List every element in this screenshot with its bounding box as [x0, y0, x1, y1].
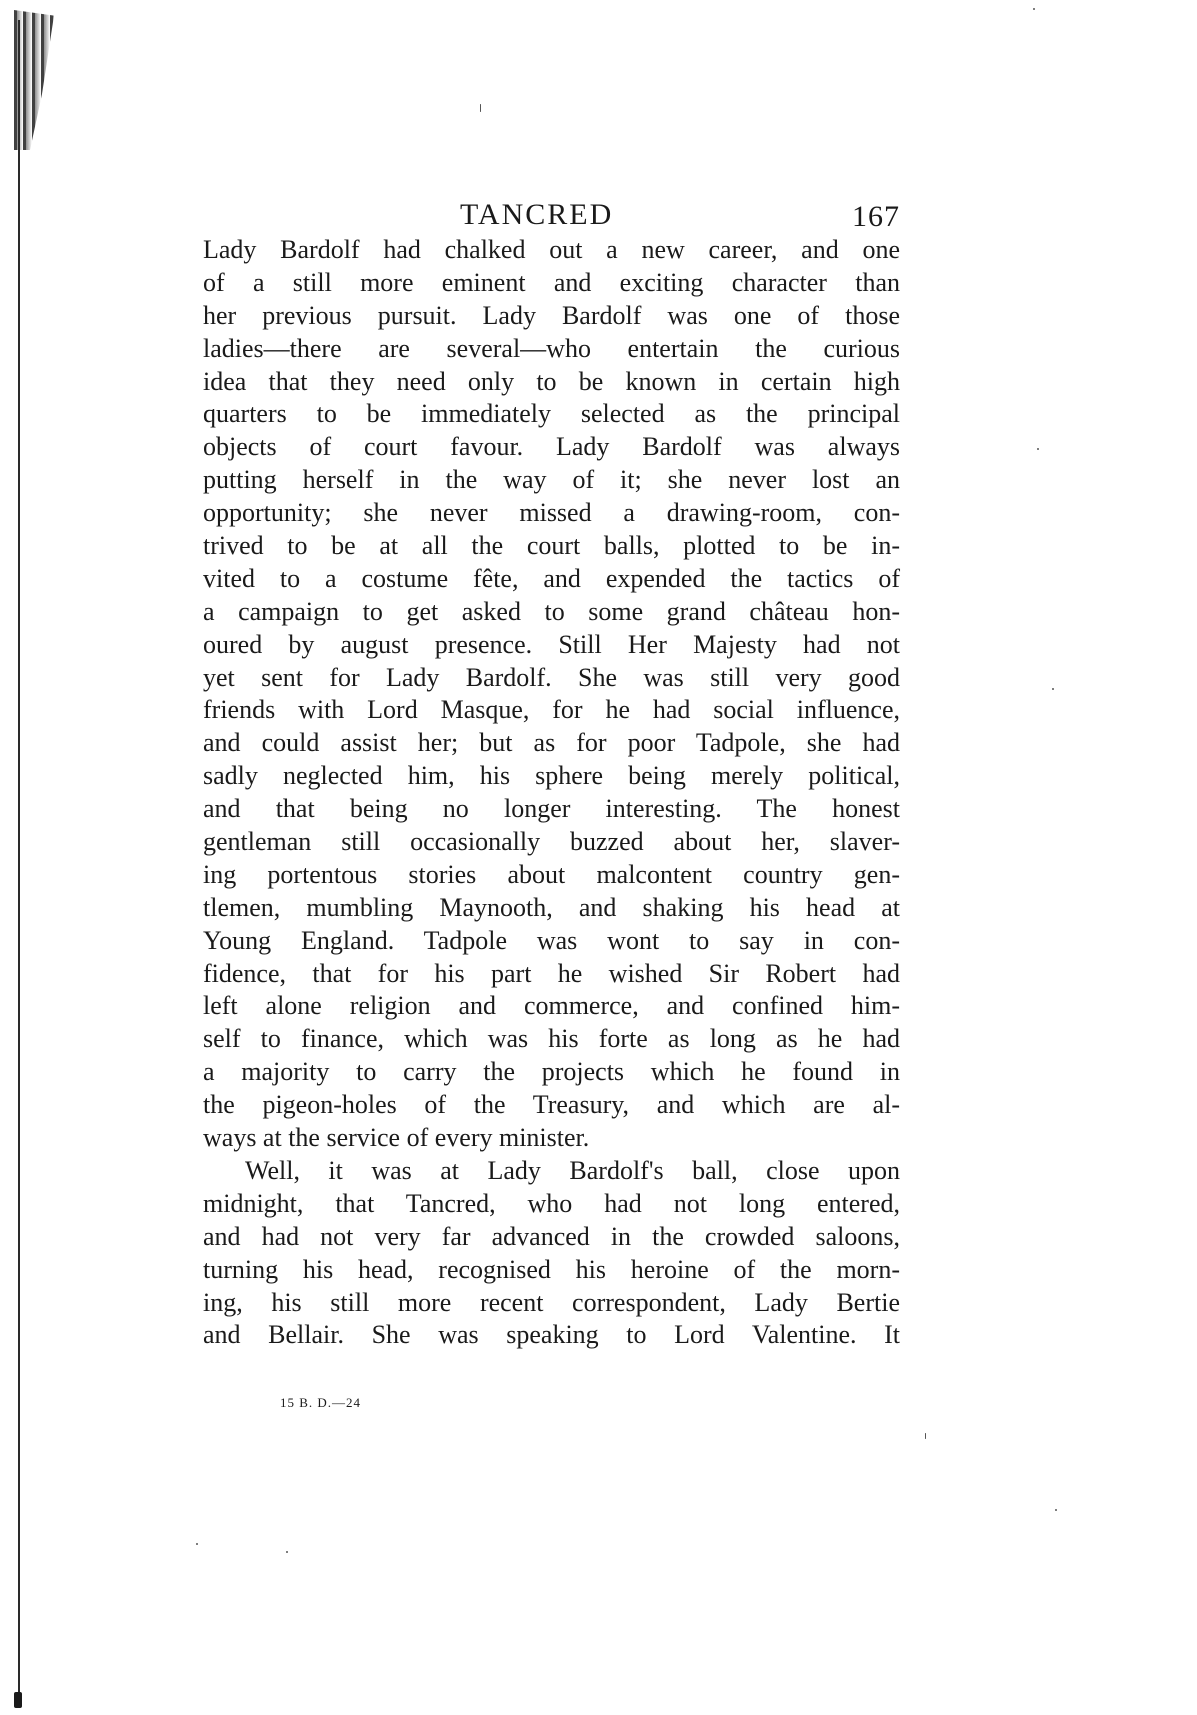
text-line: of a still more eminent and exciting character than [203, 267, 900, 297]
text-line: her previous pursuit. Lady Bardolf was one of those [203, 300, 900, 330]
text-line: Young England. Tadpole was wont to say in con- [203, 925, 900, 955]
page-speck [196, 1543, 198, 1545]
text-line: oured by august presence. Still Her Majesty had not [203, 629, 900, 659]
text-line: ladies—there are several—who entertain the curious [203, 333, 900, 363]
page-speck [1055, 1509, 1057, 1511]
text-line: turning his head, recognised his heroine of the morn- [203, 1254, 900, 1284]
text-line: Lady Bardolf had chalked out a new career, and one [203, 235, 900, 264]
running-head [200, 198, 900, 238]
text-line: opportunity; she never missed a drawing-room, con- [203, 498, 900, 528]
text-line: fidence, that for his part he wished Sir Robert had [203, 958, 900, 988]
body-text [203, 234, 900, 1352]
text-line: a majority to carry the projects which he found in [203, 1057, 900, 1087]
text-line: and had not very far advanced in the crowded saloons, [203, 1221, 900, 1251]
text-line: ing, his still more recent correspondent, Lady Bertie [203, 1287, 900, 1317]
binding-edge-mark [14, 1692, 22, 1708]
text-line: friends with Lord Masque, for he had social influence, [203, 695, 900, 725]
text-line: self to finance, which was his forte as long as he had [203, 1024, 900, 1054]
text-line: quarters to be immediately selected as the principal [203, 399, 900, 429]
text-line: trived to be at all the court balls, plotted to be in- [203, 531, 900, 561]
text-line: gentleman still occasionally buzzed about her, slaver- [203, 827, 900, 857]
text-line: and could assist her; but as for poor Tadpole, she had [203, 728, 900, 758]
binding-edge-shadow [14, 10, 54, 150]
page-speck [1037, 448, 1039, 450]
binding-edge-line [18, 20, 20, 1700]
text-line: vited to a costume fête, and expended the tactics of [203, 563, 900, 593]
text-line: idea that they need only to be known in certain high [203, 366, 900, 396]
text-line: tlemen, mumbling Maynooth, and shaking his head at [203, 892, 900, 922]
text-line: the pigeon-holes of the Treasury, and which are al- [203, 1090, 900, 1120]
text-line: left alone religion and commerce, and confined him- [203, 991, 900, 1021]
text-line: putting herself in the way of it; she never lost an [203, 465, 900, 495]
text-line: and Bellair. She was speaking to Lord Valentine. It [203, 1320, 900, 1350]
text-line: ing portentous stories about malcontent country gen- [203, 859, 900, 889]
page-speck [1033, 8, 1035, 10]
page-speck [1052, 688, 1054, 690]
running-title: TANCRED [460, 198, 614, 231]
text-line: yet sent for Lady Bardolf. She was still very good [203, 662, 900, 692]
page-number: 167 [852, 200, 900, 233]
text-line: and that being no longer interesting. The honest [203, 794, 900, 824]
printer-signature-mark: 15 B. D.—24 [280, 1395, 362, 1410]
text-line: sadly neglected him, his sphere being merely political, [203, 761, 900, 791]
text-line: midnight, that Tancred, who had not long entered, [203, 1188, 900, 1218]
text-line: a campaign to get asked to some grand château hon- [203, 596, 900, 626]
page-speck [286, 1551, 288, 1553]
page-speck [925, 1433, 926, 1439]
text-line: Well, it was at Lady Bardolf's ball, close upon [245, 1155, 900, 1185]
text-line: ways at the service of every minister. [203, 1123, 590, 1153]
page-speck [480, 104, 481, 112]
text-line: objects of court favour. Lady Bardolf was always [203, 432, 900, 462]
